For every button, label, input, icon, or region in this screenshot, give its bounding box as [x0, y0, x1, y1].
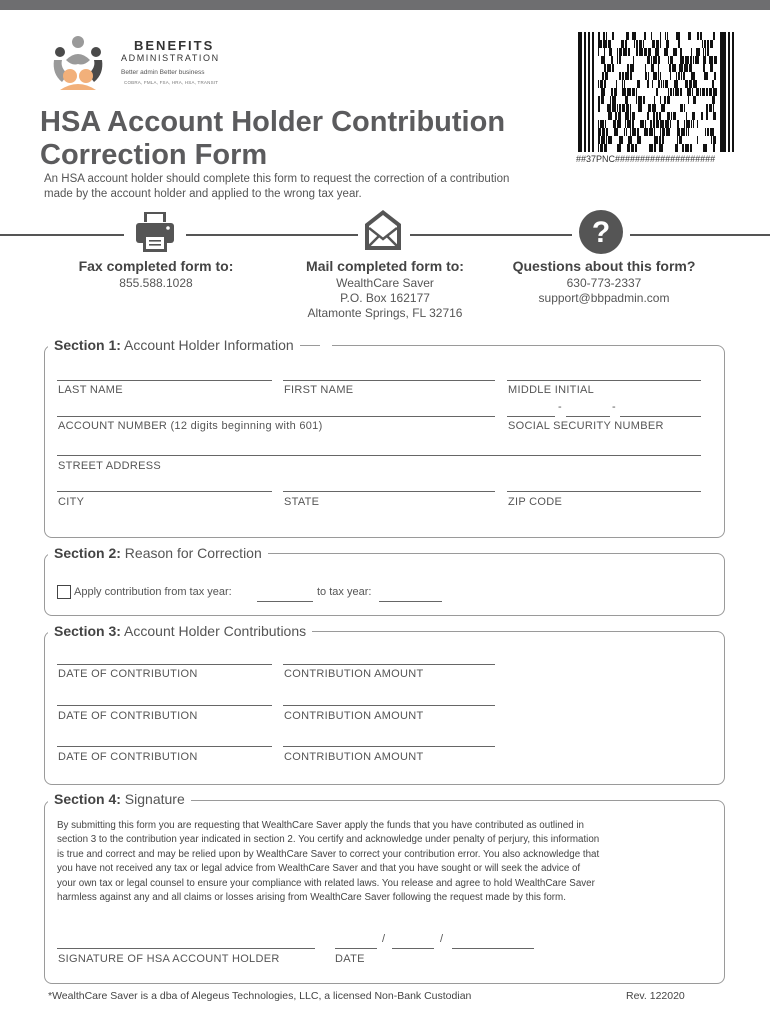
printer-icon	[134, 210, 176, 259]
contribution-amount-2-label: CONTRIBUTION AMOUNT	[284, 710, 424, 722]
apply-contribution-checkbox[interactable]	[57, 585, 71, 599]
ssn-part-1-field[interactable]	[507, 416, 555, 417]
ssn-part-2-field[interactable]	[566, 416, 610, 417]
section-4-name: Signature	[124, 791, 185, 807]
footer-note: *WealthCare Saver is a dba of Alegeus Technologies, LLC, a licensed Non-Bank Custodian	[48, 990, 472, 1002]
first-name-field[interactable]	[283, 380, 495, 381]
mail-line-3: Altamonte Springs, FL 32716	[307, 306, 463, 320]
title-line-2: Correction Form	[40, 139, 268, 171]
logo-tagline: Better admin Better business	[121, 69, 205, 76]
date-separator: /	[382, 933, 386, 945]
section-2-name: Reason for Correction	[124, 545, 262, 561]
title-gap	[320, 339, 332, 353]
first-name-label: FIRST NAME	[284, 384, 354, 396]
fax-heading: Fax completed form to:	[78, 258, 234, 274]
state-field[interactable]	[283, 491, 495, 492]
divider-line	[0, 234, 124, 236]
date-separator: /	[440, 933, 444, 945]
fax-block	[46, 258, 266, 291]
paragraph-line: is true and correct and may be relied upon by WealthCare Saver to correct your contribution error. You also acknowledge that	[57, 848, 600, 860]
paragraph-line: section 3 to the contribution year indicated in section 2. You certify and acknowledge under penalty of perjury, this information	[57, 834, 600, 846]
section-2-title	[48, 545, 268, 561]
section-2-box	[44, 553, 725, 616]
middle-initial-label: MIDDLE INITIAL	[508, 384, 595, 396]
zip-code-field[interactable]	[507, 491, 701, 492]
barcode-icon	[578, 32, 734, 152]
questions-block	[494, 258, 714, 306]
to-tax-year-label: to tax year:	[317, 586, 372, 598]
divider-line	[410, 234, 572, 236]
contribution-amount-1-field[interactable]	[283, 664, 495, 665]
paragraph-line: By submitting this form you are requesting that WealthCare Saver apply the funds that you have contributed as outlined in	[57, 820, 584, 831]
paragraph-line: harmless against any and all claims or losses arising from WealthCare Saver following the request made by this form.	[57, 892, 566, 904]
mail-line-1: WealthCare Saver	[336, 276, 434, 290]
ssn-label: SOCIAL SECURITY NUMBER	[508, 420, 664, 432]
contribution-amount-3-field[interactable]	[283, 746, 495, 747]
contribution-amount-2-field[interactable]	[283, 705, 495, 706]
divider-line	[186, 234, 358, 236]
section-1-box	[44, 345, 725, 538]
benefits-administration-logo-icon	[48, 34, 108, 94]
barcode-text: ##37PNC####################	[576, 154, 716, 164]
zip-code-label: ZIP CODE	[508, 496, 563, 508]
ssn-separator: -	[558, 401, 562, 413]
to-tax-year-field[interactable]	[379, 601, 442, 602]
paragraph-line: your own tax or legal counsel to ensure your compliance with related laws. You release and agree to hold WealthCare Saver	[57, 877, 595, 889]
revision-number: Rev. 122020	[626, 990, 685, 1002]
middle-initial-field[interactable]	[507, 380, 701, 381]
city-label: CITY	[58, 496, 85, 508]
fax-number: 855.588.1028	[119, 276, 193, 290]
city-field[interactable]	[57, 491, 272, 492]
divider-line	[630, 234, 770, 236]
section-1-number: Section 1:	[54, 337, 121, 353]
envelope-icon	[362, 206, 404, 257]
section-1-title	[48, 337, 300, 353]
date-label: DATE	[335, 953, 365, 965]
section-2-number: Section 2:	[54, 545, 121, 561]
ssn-part-3-field[interactable]	[620, 416, 701, 417]
date-month-field[interactable]	[335, 948, 377, 949]
questions-email: support@bbpadmin.com	[538, 291, 670, 305]
intro-line-2: made by the account holder and applied to the wrong tax year.	[44, 188, 362, 200]
svg-text:?: ?	[591, 216, 611, 249]
mail-line-2: P.O. Box 162177	[340, 291, 430, 305]
contribution-amount-3-label: CONTRIBUTION AMOUNT	[284, 751, 424, 763]
date-day-field[interactable]	[392, 948, 434, 949]
contribution-date-1-field[interactable]	[57, 664, 272, 665]
section-1-name: Account Holder Information	[124, 337, 294, 353]
apply-from-label: Apply contribution from tax year:	[74, 586, 232, 598]
paragraph-line: you have not received any tax or legal advice from WealthCare Saver and that you have sought or will seek the advice of	[57, 863, 581, 875]
account-number-field[interactable]	[57, 416, 495, 417]
last-name-field[interactable]	[57, 380, 272, 381]
top-bar	[0, 0, 770, 10]
title-line-1: HSA Account Holder Contribution	[40, 106, 506, 138]
contribution-date-2-field[interactable]	[57, 705, 272, 706]
signature-paragraph	[57, 819, 697, 905]
contribution-date-3-label: DATE OF CONTRIBUTION	[58, 751, 198, 763]
logo-text-administration: ADMINISTRATION	[121, 53, 220, 63]
mail-block	[275, 258, 495, 321]
question-icon	[578, 209, 624, 260]
contribution-date-3-field[interactable]	[57, 746, 272, 747]
account-number-label: ACCOUNT NUMBER (12 digits beginning with 601)	[58, 420, 323, 432]
section-3-title	[48, 623, 312, 639]
intro-text	[44, 172, 574, 202]
signature-field[interactable]	[57, 948, 315, 949]
logo-text-benefits: BENEFITS	[134, 38, 215, 53]
street-address-field[interactable]	[57, 455, 701, 456]
state-label: STATE	[284, 496, 320, 508]
section-3-name: Account Holder Contributions	[124, 623, 307, 639]
questions-phone: 630-773-2337	[566, 276, 642, 290]
section-4-title	[48, 791, 191, 807]
contribution-date-2-label: DATE OF CONTRIBUTION	[58, 710, 198, 722]
page-title	[40, 106, 505, 172]
logo-services: COBRA, FMLA, FSA, HRA, HSA, TRANSIT	[124, 80, 219, 85]
last-name-label: LAST NAME	[58, 384, 123, 396]
date-year-field[interactable]	[452, 948, 534, 949]
street-address-label: STREET ADDRESS	[58, 460, 162, 472]
from-tax-year-field[interactable]	[257, 601, 313, 602]
intro-line-1: An HSA account holder should complete this form to request the correction of a contribution	[44, 173, 510, 185]
ssn-separator: -	[612, 401, 616, 413]
questions-heading: Questions about this form?	[512, 258, 696, 274]
section-4-number: Section 4:	[54, 791, 121, 807]
mail-heading: Mail completed form to:	[306, 258, 464, 274]
signature-label: SIGNATURE OF HSA ACCOUNT HOLDER	[58, 953, 280, 965]
section-3-number: Section 3:	[54, 623, 121, 639]
contribution-amount-1-label: CONTRIBUTION AMOUNT	[284, 668, 424, 680]
contribution-date-1-label: DATE OF CONTRIBUTION	[58, 668, 198, 680]
